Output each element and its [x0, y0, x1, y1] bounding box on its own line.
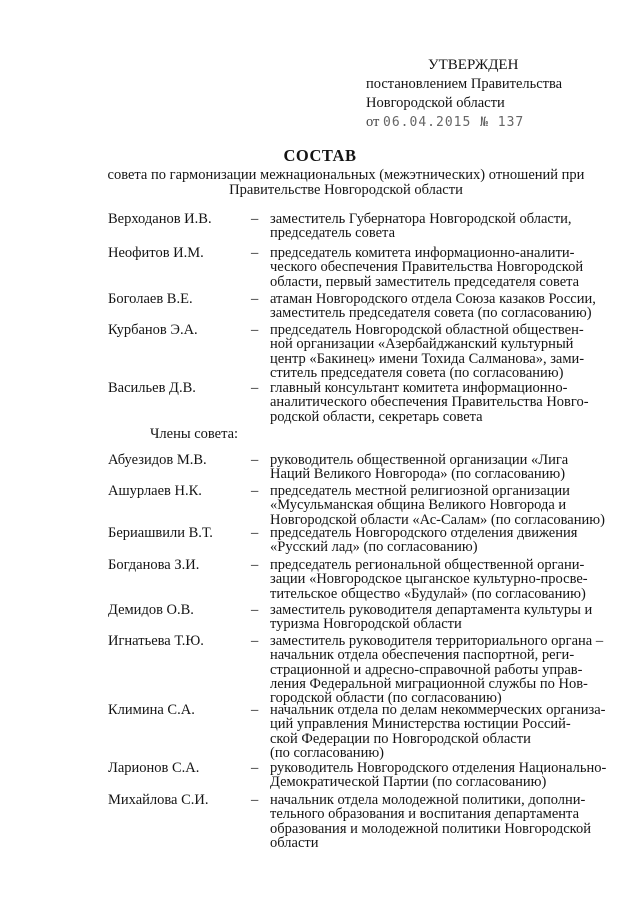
- dash-separator: –: [251, 452, 259, 468]
- dash-separator: –: [251, 525, 259, 541]
- dash-separator: –: [251, 760, 259, 776]
- approval-date-prefix: от: [366, 114, 380, 130]
- person-name: Игнатьева Т.Ю.: [108, 633, 204, 649]
- dash-separator: –: [251, 557, 259, 573]
- person-name: Абуезидов М.В.: [108, 452, 207, 468]
- person-name: Ашурлаев Н.К.: [108, 483, 202, 499]
- document-title: СОСТАВ: [283, 146, 357, 165]
- approval-header: УТВЕРЖДЕН: [428, 57, 519, 73]
- person-position: заместитель руководителя территориального органа – начальник отдела обеспечения паспортной, реги- страционной и адресно-справочной работы управ- ления Федеральной миграционной службы по Нов- городской области (по согласованию): [270, 633, 604, 707]
- person-name: Неофитов И.М.: [108, 245, 204, 261]
- person-position: руководитель Новгородского отделения Национально- Демократической Партии (по согласованию): [270, 760, 607, 791]
- person-name: Ларионов С.А.: [108, 760, 200, 776]
- person-position: председатель комитета информационно-аналити- ческого обеспечения Правительства Новгородской области, первый заместитель председателя совета: [270, 245, 584, 290]
- person-position: начальник отдела по делам некоммерческих организа- ций управления Министерства юстиции Россий- ской Федерации по Новгородской области (по согласованию): [270, 702, 606, 761]
- dash-separator: –: [251, 245, 259, 261]
- dash-separator: –: [251, 211, 259, 227]
- person-name: Демидов О.В.: [108, 602, 194, 618]
- person-name: Михайлова С.И.: [108, 792, 209, 808]
- approval-date: [366, 113, 626, 132]
- dash-separator: –: [251, 380, 259, 396]
- dash-separator: –: [251, 792, 259, 808]
- person-name: Боголаев В.Е.: [108, 291, 193, 307]
- document-subtitle: совета по гармонизации межнациональных (межэтнических) отношений при Правительстве Новгородской области: [107, 167, 585, 198]
- dash-separator: –: [251, 322, 259, 338]
- person-name: Богданова З.И.: [108, 557, 200, 573]
- dash-separator: –: [251, 602, 259, 618]
- person-position: председатель местной религиозной организации «Мусульманская община Великого Новгорода и Новгородской области «Ас-Салам» (по согласованию): [270, 483, 605, 528]
- person-name: Климина С.А.: [108, 702, 195, 718]
- dash-separator: –: [251, 483, 259, 499]
- approval-line-2: Новгородской области: [366, 95, 505, 111]
- person-position: заместитель руководителя департамента культуры и туризма Новгородской области: [270, 602, 593, 633]
- person-position: председатель региональной общественной органи- зации «Новгородское цыганское культурно-просве- тительское общество «Будулай» (по согласованию): [270, 557, 588, 602]
- approval-stamp: [366, 56, 626, 132]
- person-name: Верходанов И.В.: [108, 211, 212, 227]
- person-position: начальник отдела молодежной политики, дополни- тельного образования и воспитания департамента образования и молодежной политики Новгородской области: [270, 792, 591, 851]
- approval-date-value: 06.04.2015 № 137: [383, 115, 525, 130]
- dash-separator: –: [251, 702, 259, 718]
- person-name: Курбанов Э.А.: [108, 322, 198, 338]
- person-position: председатель Новгородского отделения движения «Русский лад» (по согласованию): [270, 525, 578, 556]
- person-name: Бериашвили В.Т.: [108, 525, 213, 541]
- person-name: Васильев Д.В.: [108, 380, 196, 396]
- person-position: руководитель общественной организации «Лига Наций Великого Новгорода» (по согласованию): [270, 452, 569, 483]
- person-position: атаман Новгородского отдела Союза казаков России, заместитель председателя совета (по согласованию): [270, 291, 596, 322]
- approval-line-1: постановлением Правительства: [366, 76, 563, 92]
- person-position: главный консультант комитета информационно- аналитического обеспечения Правительства Новго- родской области, секретарь совета: [270, 380, 589, 425]
- person-position: заместитель Губернатора Новгородской области, председатель совета: [270, 211, 572, 242]
- members-heading: Члены совета:: [150, 426, 239, 442]
- dash-separator: –: [251, 633, 259, 649]
- dash-separator: –: [251, 291, 259, 307]
- person-position: председатель Новгородской областной обществен- ной организации «Азербайджанский культурный центр «Бакинец» имени Тохида Салманова», зами- ститель председателя совета (по согласованию): [270, 322, 585, 381]
